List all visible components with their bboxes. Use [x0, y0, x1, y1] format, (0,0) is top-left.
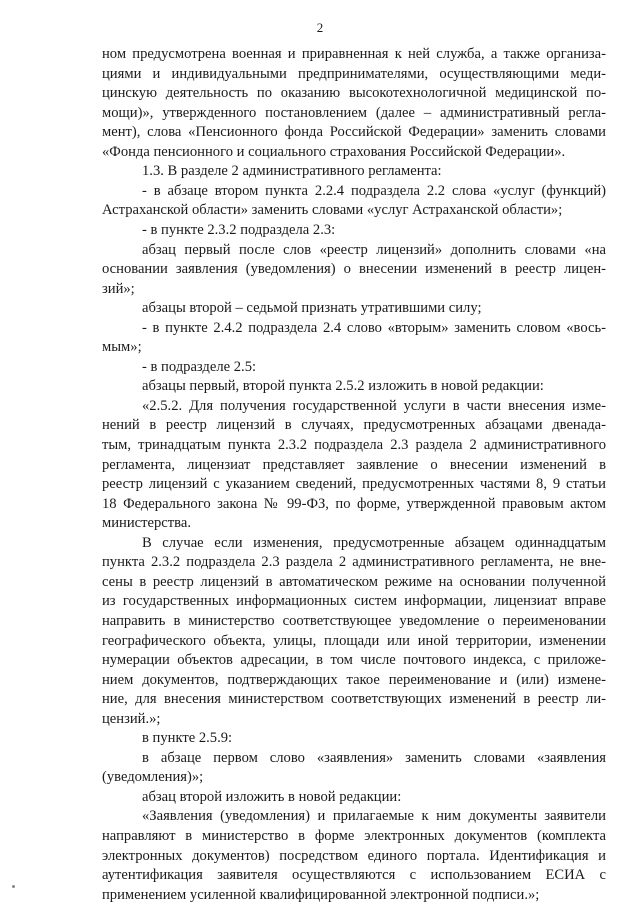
- page-number: 2: [316, 20, 324, 35]
- text-line: «Заявления (уведомления) и прилагаемые к ним документы заявители: [142, 808, 606, 825]
- text-line: ние, для внесения министерством соответствующих изменений в реестр ли-: [102, 691, 606, 708]
- text-line: из государственных информационных систем информации, лицензиат вправе: [102, 593, 606, 610]
- text-line: министерства.: [102, 515, 191, 532]
- text-line: абзацы первый, второй пункта 2.5.2 изложить в новой редакции:: [142, 378, 544, 395]
- text-line: в абзаце первом слово «заявления» заменить словами «заявления: [142, 749, 606, 766]
- text-line: мент), слова «Пенсионного фонда Российской Федерации» заменить словами: [102, 124, 606, 141]
- text-line: основании заявления (уведомления) о внесении изменений в реестр лицен-: [102, 261, 606, 278]
- text-line: направляют в министерство в форме электронных документов (комплекта: [102, 828, 606, 844]
- text-line: 18 Федерального закона № 99-ФЗ, по форме, утвержденной правовым актом: [102, 495, 606, 512]
- text-line: циями и индивидуальными предпринимателями, осуществляющими меди-: [102, 65, 606, 82]
- text-line: в пункте 2.5.9:: [142, 730, 233, 747]
- scan-artifact-dot: [12, 885, 15, 888]
- text-line: нием документов, подтверждающих такое переименование и (или) измене-: [102, 671, 606, 688]
- text-line: абзац второй изложить в новой редакции:: [142, 788, 402, 805]
- text-line: нумерации объектов адресации, в том числе почтового индекса, с приложе-: [102, 652, 606, 669]
- text-line: нений в реестр лицензий в случаях, предусмотренных абзацами двенада-: [102, 417, 606, 434]
- text-line: 1.3. В разделе 2 административного регламента:: [142, 163, 442, 180]
- text-line: - в пункте 2.4.2 подраздела 2.4 слово «вторым» заменить словом «вось-: [142, 319, 606, 336]
- text-line: цинскую деятельность по оказанию высокотехнологичной медицинской по-: [102, 85, 606, 102]
- text-line: абзац первый после слов «реестр лицензий» дополнить словами «на: [142, 241, 606, 258]
- text-line: ном предусмотрена военная и приравненная к ней служба, а также организа-: [102, 46, 606, 62]
- text-line: сены в реестр лицензий в автоматическом режиме на основании полученной: [102, 573, 606, 590]
- text-line: зий»;: [102, 280, 135, 297]
- text-line: цензий.»;: [102, 710, 161, 727]
- text-line: «2.5.2. Для получения государственной услуги в части внесения изме-: [142, 397, 606, 414]
- text-line: географического объекта, улицы, площади или иной территории, изменении: [102, 632, 606, 649]
- text-line: - в пункте 2.3.2 подраздела 2.3:: [142, 221, 336, 238]
- text-line: регламента, лицензиат представляет заявление о внесении изменений в: [102, 456, 606, 473]
- text-line: применением усиленной квалифицированной электронной подписи.»;: [102, 886, 540, 903]
- text-line: мощи)», утвержденного постановлением (далее – административный регла-: [102, 104, 606, 121]
- text-line: электронных документов) посредством единого портала. Идентификация и: [102, 847, 606, 864]
- text-line: тым, тринадцатым пункта 2.3.2 подраздела 2.3 раздела 2 административного: [102, 437, 606, 453]
- text-line: аутентификация заявителя осуществляются с использованием ЕСИА с: [102, 867, 606, 884]
- text-line: абзацы второй – седьмой признать утратившими силу;: [142, 300, 482, 317]
- text-line: «Фонда пенсионного и социального страхования Российской Федерации».: [102, 143, 566, 160]
- text-line: - в подразделе 2.5:: [142, 358, 257, 375]
- text-line: реестр лицензий с указанием сведений, предусмотренных частями 8, 9 статьи: [102, 476, 606, 493]
- text-line: пункта 2.3.2 подраздела 2.3 раздела 2 административного регламента, не вне-: [102, 554, 606, 571]
- text-line: - в абзаце втором пункта 2.2.4 подраздела 2.2 слова «услуг (функций): [142, 182, 606, 199]
- text-line: направить в министерство соответствующее уведомление о переименовании: [102, 612, 606, 629]
- text-line: Астраханской области» заменить словами «услуг Астраханской области»;: [102, 202, 563, 219]
- text-line: мым»;: [102, 339, 142, 356]
- text-line: В случае если изменения, предусмотренные абзацем одиннадцатым: [142, 534, 606, 551]
- text-line: (уведомления)»;: [102, 769, 204, 786]
